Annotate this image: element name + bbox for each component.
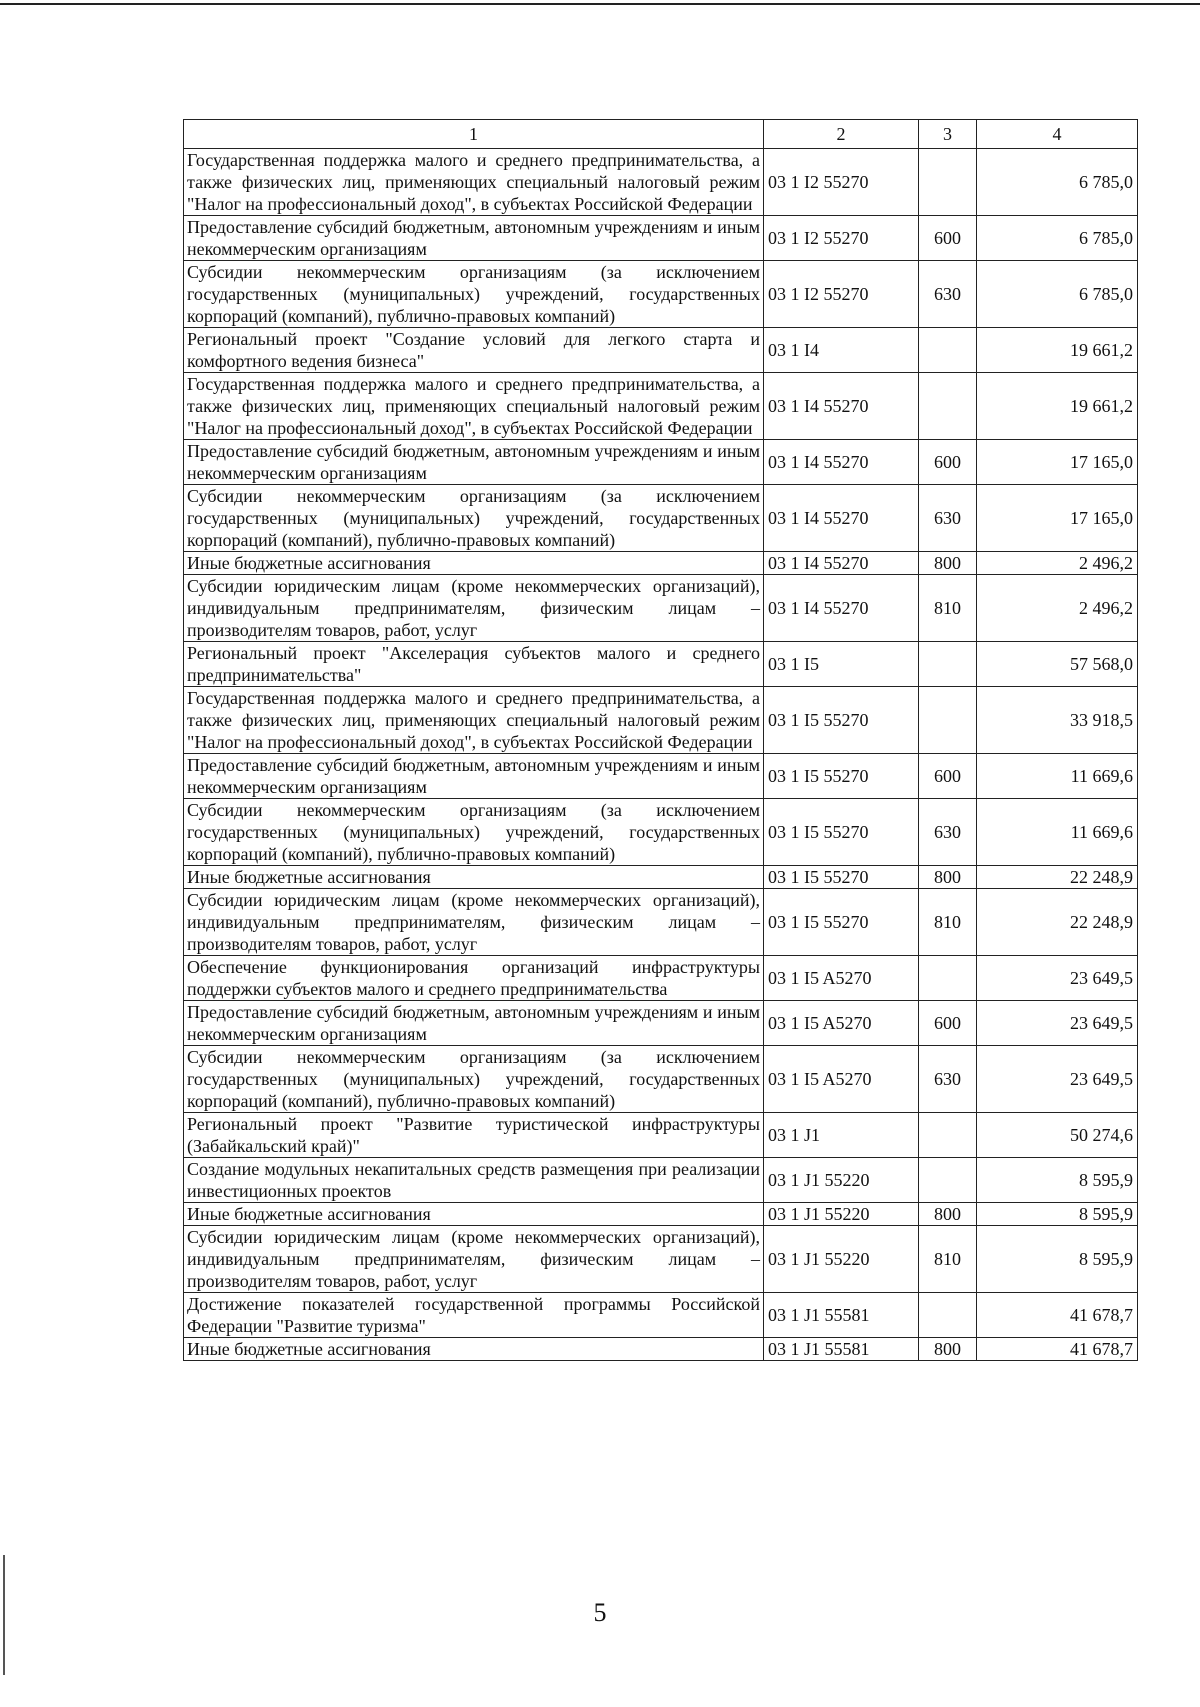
row-type-cell: [919, 642, 977, 687]
row-type-cell: [919, 1293, 977, 1338]
table-row: [184, 1001, 1138, 1046]
row-type-cell: [919, 328, 977, 373]
scan-top-rule: [0, 3, 1200, 5]
row-type-cell: 800: [919, 866, 977, 889]
row-type-cell: 600: [919, 754, 977, 799]
row-name-cell: Государственная поддержка малого и среднего предпринимательства, а также физических лиц, применяющих специальный налоговый режим "Налог на профессиональный доход", в субъектах Российской Федерации: [184, 149, 764, 216]
row-name-cell: Предоставление субсидий бюджетным, автономным учреждениям и иным некоммерческим организациям: [184, 216, 764, 261]
table-row: [184, 1293, 1138, 1338]
row-code-cell: 03 1 I4: [764, 328, 919, 373]
table-row: [184, 1203, 1138, 1226]
row-name-cell: Государственная поддержка малого и среднего предпринимательства, а также физических лиц, применяющих специальный налоговый режим "Налог на профессиональный доход", в субъектах Российской Федерации: [184, 373, 764, 440]
row-amount-cell: 11 669,6: [977, 799, 1138, 866]
table-row: [184, 1046, 1138, 1113]
row-code-cell: 03 1 I4 55270: [764, 485, 919, 552]
table-row: [184, 485, 1138, 552]
row-name-cell: Субсидии некоммерческим организациям (за исключением государственных (муниципальных) учреждений, государственных корпораций (компаний), публично-правовых компаний): [184, 1046, 764, 1113]
table-row: [184, 866, 1138, 889]
row-type-cell: [919, 1113, 977, 1158]
row-amount-cell: 33 918,5: [977, 687, 1138, 754]
row-type-cell: 800: [919, 1203, 977, 1226]
table-row: [184, 799, 1138, 866]
row-amount-cell: 2 496,2: [977, 552, 1138, 575]
table-row: [184, 575, 1138, 642]
table-row: [184, 687, 1138, 754]
row-code-cell: 03 1 J1 55220: [764, 1158, 919, 1203]
row-amount-cell: 23 649,5: [977, 1046, 1138, 1113]
row-type-cell: 600: [919, 1001, 977, 1046]
row-amount-cell: 23 649,5: [977, 956, 1138, 1001]
table-header-row: [184, 120, 1138, 149]
header-col-1: 1: [184, 120, 764, 149]
row-type-cell: 630: [919, 485, 977, 552]
row-amount-cell: 41 678,7: [977, 1293, 1138, 1338]
row-name-cell: Иные бюджетные ассигнования: [184, 552, 764, 575]
row-amount-cell: 8 595,9: [977, 1158, 1138, 1203]
row-name-cell: Предоставление субсидий бюджетным, автономным учреждениям и иным некоммерческим организациям: [184, 754, 764, 799]
table-row: [184, 552, 1138, 575]
row-name-cell: Достижение показателей государственной программы Российской Федерации "Развитие туризма": [184, 1293, 764, 1338]
row-type-cell: 630: [919, 261, 977, 328]
row-name-cell: Региональный проект "Создание условий для легкого старта и комфортного ведения бизнеса": [184, 328, 764, 373]
row-code-cell: 03 1 I2 55270: [764, 216, 919, 261]
row-code-cell: 03 1 J1 55581: [764, 1293, 919, 1338]
row-type-cell: [919, 373, 977, 440]
table-row: [184, 216, 1138, 261]
header-col-4: 4: [977, 120, 1138, 149]
row-name-cell: Создание модульных некапитальных средств размещения при реализации инвестиционных проектов: [184, 1158, 764, 1203]
row-amount-cell: 6 785,0: [977, 216, 1138, 261]
table-row: [184, 1226, 1138, 1293]
table-row: [184, 889, 1138, 956]
row-code-cell: 03 1 I5: [764, 642, 919, 687]
row-code-cell: 03 1 I4 55270: [764, 373, 919, 440]
header-col-3: 3: [919, 120, 977, 149]
row-code-cell: 03 1 J1 55581: [764, 1338, 919, 1361]
row-name-cell: Предоставление субсидий бюджетным, автономным учреждениям и иным некоммерческим организациям: [184, 1001, 764, 1046]
row-code-cell: 03 1 I2 55270: [764, 261, 919, 328]
table-row: [184, 149, 1138, 216]
row-name-cell: Обеспечение функционирования организаций инфраструктуры поддержки субъектов малого и среднего предпринимательства: [184, 956, 764, 1001]
row-code-cell: 03 1 I5 55270: [764, 799, 919, 866]
row-code-cell: 03 1 I4 55270: [764, 552, 919, 575]
row-amount-cell: 2 496,2: [977, 575, 1138, 642]
row-amount-cell: 22 248,9: [977, 889, 1138, 956]
row-type-cell: 600: [919, 216, 977, 261]
row-name-cell: Иные бюджетные ассигнования: [184, 1338, 764, 1361]
row-type-cell: 600: [919, 440, 977, 485]
row-code-cell: 03 1 J1 55220: [764, 1226, 919, 1293]
row-amount-cell: 41 678,7: [977, 1338, 1138, 1361]
row-amount-cell: 6 785,0: [977, 261, 1138, 328]
row-type-cell: [919, 149, 977, 216]
row-type-cell: 810: [919, 575, 977, 642]
row-name-cell: Субсидии юридическим лицам (кроме некоммерческих организаций), индивидуальным предпринимателям, физическим лицам – производителям товаров, работ, услуг: [184, 889, 764, 956]
row-amount-cell: 19 661,2: [977, 373, 1138, 440]
table-row: [184, 1338, 1138, 1361]
row-code-cell: 03 1 I5 55270: [764, 889, 919, 956]
table-row: [184, 956, 1138, 1001]
row-name-cell: Субсидии некоммерческим организациям (за исключением государственных (муниципальных) учреждений, государственных корпораций (компаний), публично-правовых компаний): [184, 261, 764, 328]
row-amount-cell: 11 669,6: [977, 754, 1138, 799]
row-name-cell: Региональный проект "Акселерация субъектов малого и среднего предпринимательства": [184, 642, 764, 687]
row-amount-cell: 57 568,0: [977, 642, 1138, 687]
row-name-cell: Субсидии юридическим лицам (кроме некоммерческих организаций), индивидуальным предпринимателям, физическим лицам – производителям товаров, работ, услуг: [184, 575, 764, 642]
row-amount-cell: 50 274,6: [977, 1113, 1138, 1158]
row-type-cell: [919, 687, 977, 754]
row-code-cell: 03 1 I4 55270: [764, 440, 919, 485]
row-name-cell: Государственная поддержка малого и среднего предпринимательства, а также физических лиц, применяющих специальный налоговый режим "Налог на профессиональный доход", в субъектах Российской Федерации: [184, 687, 764, 754]
row-code-cell: 03 1 I5 55270: [764, 754, 919, 799]
row-name-cell: Предоставление субсидий бюджетным, автономным учреждениям и иным некоммерческим организациям: [184, 440, 764, 485]
table-row: [184, 261, 1138, 328]
row-type-cell: 810: [919, 1226, 977, 1293]
row-amount-cell: 22 248,9: [977, 866, 1138, 889]
row-amount-cell: 23 649,5: [977, 1001, 1138, 1046]
table-row: [184, 373, 1138, 440]
page-number: 5: [593, 1598, 607, 1627]
row-name-cell: Субсидии некоммерческим организациям (за исключением государственных (муниципальных) учреждений, государственных корпораций (компаний), публично-правовых компаний): [184, 799, 764, 866]
table-row: [184, 440, 1138, 485]
row-amount-cell: 8 595,9: [977, 1226, 1138, 1293]
row-amount-cell: 17 165,0: [977, 485, 1138, 552]
row-type-cell: [919, 956, 977, 1001]
row-name-cell: Субсидии юридическим лицам (кроме некоммерческих организаций), индивидуальным предпринимателям, физическим лицам – производителям товаров, работ, услуг: [184, 1226, 764, 1293]
row-code-cell: 03 1 I2 55270: [764, 149, 919, 216]
table-row: [184, 1158, 1138, 1203]
row-type-cell: 800: [919, 552, 977, 575]
row-type-cell: [919, 1158, 977, 1203]
table-row: [184, 328, 1138, 373]
row-code-cell: 03 1 I5 A5270: [764, 956, 919, 1001]
budget-table: [183, 119, 1138, 1361]
row-name-cell: Региональный проект "Развитие туристической инфраструктуры (Забайкальский край)": [184, 1113, 764, 1158]
table-body: [184, 149, 1138, 1361]
table-row: [184, 1113, 1138, 1158]
row-code-cell: 03 1 I4 55270: [764, 575, 919, 642]
row-amount-cell: 8 595,9: [977, 1203, 1138, 1226]
row-code-cell: 03 1 I5 55270: [764, 866, 919, 889]
row-type-cell: 810: [919, 889, 977, 956]
header-col-2: 2: [764, 120, 919, 149]
row-code-cell: 03 1 J1: [764, 1113, 919, 1158]
row-name-cell: Иные бюджетные ассигнования: [184, 866, 764, 889]
row-type-cell: 630: [919, 1046, 977, 1113]
row-amount-cell: 17 165,0: [977, 440, 1138, 485]
table-row: [184, 754, 1138, 799]
row-code-cell: 03 1 I5 55270: [764, 687, 919, 754]
row-amount-cell: 19 661,2: [977, 328, 1138, 373]
row-name-cell: Субсидии некоммерческим организациям (за исключением государственных (муниципальных) учреждений, государственных корпораций (компаний), публично-правовых компаний): [184, 485, 764, 552]
row-type-cell: 800: [919, 1338, 977, 1361]
row-code-cell: 03 1 I5 A5270: [764, 1001, 919, 1046]
table-row: [184, 642, 1138, 687]
row-name-cell: Иные бюджетные ассигнования: [184, 1203, 764, 1226]
row-code-cell: 03 1 J1 55220: [764, 1203, 919, 1226]
row-amount-cell: 6 785,0: [977, 149, 1138, 216]
row-type-cell: 630: [919, 799, 977, 866]
row-code-cell: 03 1 I5 A5270: [764, 1046, 919, 1113]
